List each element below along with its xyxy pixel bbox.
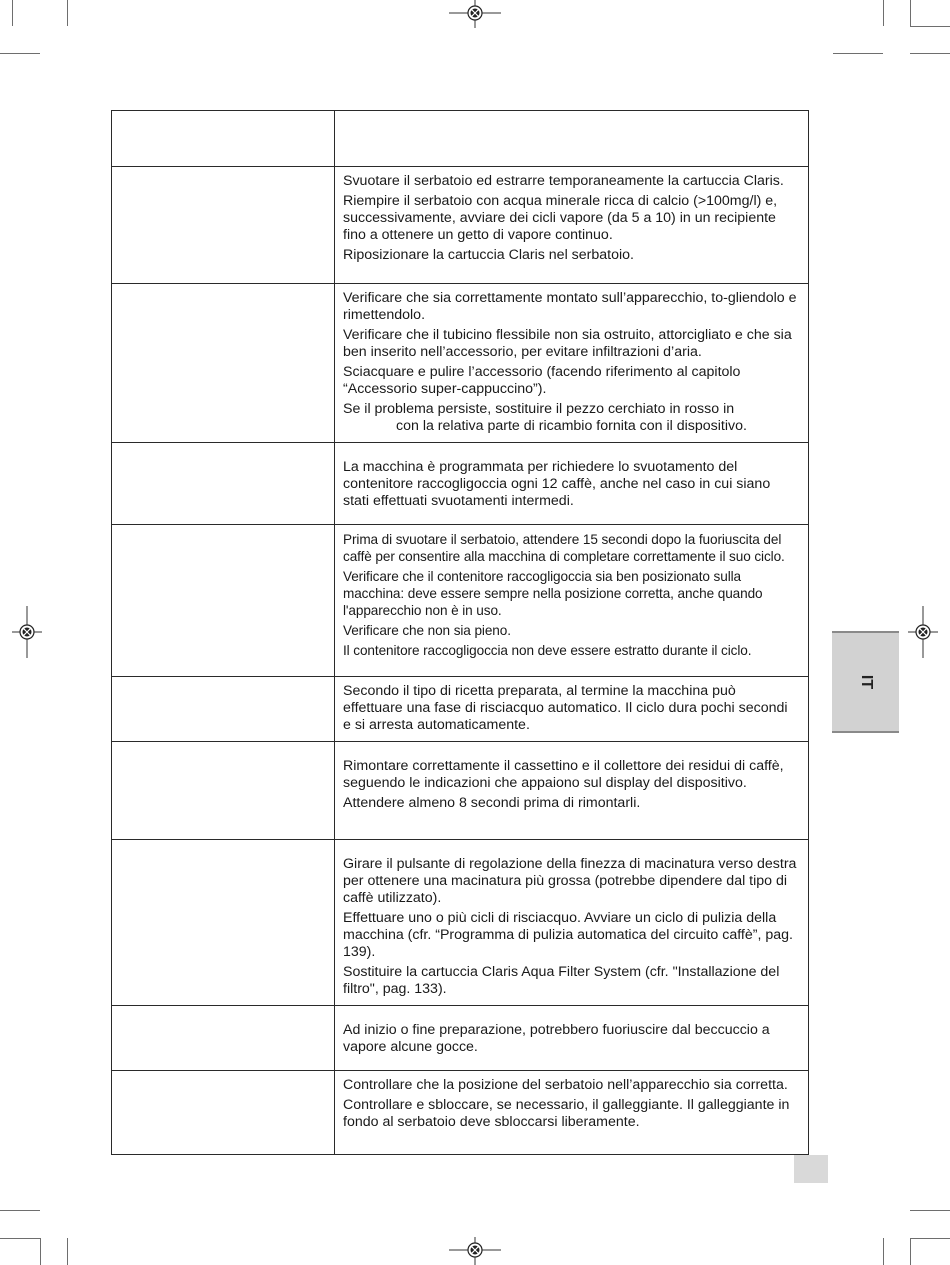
solution-cell (335, 677, 809, 742)
table-row (112, 840, 809, 1006)
solution-cell (335, 525, 809, 677)
problem-cell (112, 284, 335, 443)
paragraph: Controllare e sbloccare, se necessario, il galleggiante. Il galleggiante in fondo al serbatoio deve sbloccarsi liberamente. (343, 1097, 790, 1130)
crop-mark (910, 1238, 911, 1265)
solution-cell (335, 443, 809, 525)
paragraph: Riempire il serbatoio con acqua minerale ricca di calcio (>100mg/l) e, successivamente, avviare dei cicli vapore (da 5 a 10) in un recipiente fino a ottenere un getto di vapore continuo. (343, 193, 778, 243)
solution-cell (335, 1071, 809, 1155)
paragraph: Ad inizio o fine preparazione, potrebbero fuoriuscire dal beccuccio a vapore alcune gocce. (343, 1022, 770, 1055)
paragraph: Verificare che sia correttamente montato sull’apparecchio, to-gliendolo e rimettendolo. (343, 290, 797, 323)
problem-cell (112, 1006, 335, 1071)
problem-cell (112, 525, 335, 677)
spacer (343, 846, 798, 856)
registration-mark-icon (449, 1237, 501, 1265)
crop-mark (910, 0, 911, 26)
table-row (112, 525, 809, 677)
paragraph: con la relativa parte di ricambio fornita con il dispositivo. (396, 418, 747, 434)
crop-mark (833, 53, 883, 54)
paragraph: Verificare che non sia pieno. (343, 623, 511, 638)
paragraph: Svuotare il serbatoio ed estrarre temporaneamente la cartuccia Claris. (343, 173, 784, 189)
table-row (112, 1071, 809, 1155)
paragraph: Sciacquare e pulire l’accessorio (facendo riferimento al capitolo “Accessorio super-cappuccino”). (343, 364, 741, 397)
paragraph: Controllare che la posizione del serbatoio nell’apparecchio sia corretta. (343, 1077, 788, 1093)
crop-mark (883, 1238, 884, 1265)
paragraph: Verificare che il contenitore raccogligoccia sia ben posizionato sulla macchina: deve essere sempre nella posizione corretta, anche quando l'apparecchio non è in uso. (343, 569, 763, 618)
paragraph: Girare il pulsante di regolazione della finezza di macinatura verso destra per ottenere una macinatura più grossa (potrebbe dipendere dal tipo di caffè utilizzato). (343, 856, 797, 906)
paragraph: Verificare che il tubicino flessibile non sia ostruito, attorcigliato e che sia ben inserito nell’accessorio, per evitare infiltrazioni d’aria. (343, 327, 792, 360)
registration-mark-icon (908, 606, 938, 658)
problem-cell (112, 167, 335, 284)
language-tab-label: IT (857, 674, 875, 690)
registration-mark-icon (449, 0, 501, 28)
solution-cell (335, 1006, 809, 1071)
table-row (112, 284, 809, 443)
crop-mark (67, 0, 68, 26)
solution-cell (335, 167, 809, 284)
table-row (112, 1006, 809, 1071)
page-number-box (794, 1155, 828, 1183)
troubleshooting-table (111, 110, 809, 1155)
problem-cell (112, 677, 335, 742)
spacer (343, 748, 798, 758)
problem-cell (112, 742, 335, 840)
paragraph: Riposizionare la cartuccia Claris nel serbatoio. (343, 247, 634, 263)
problem-cell (112, 1071, 335, 1155)
crop-mark (40, 1238, 41, 1265)
table-row (112, 167, 809, 284)
crop-mark (0, 53, 40, 54)
crop-mark (0, 1238, 40, 1239)
table-row (112, 742, 809, 840)
crop-mark (12, 0, 13, 26)
paragraph: Effettuare uno o più cicli di risciacquo. Avviare un ciclo di pulizia della macchina (cfr. “Programma di pulizia automatica del circuito caffè”, pag. 139). (343, 910, 793, 960)
paragraph: Secondo il tipo di ricetta preparata, al termine la macchina può effettuare una fase di risciacquo automatico. Il ciclo dura pochi secondi e si arresta automaticamente. (343, 683, 788, 733)
crop-mark (910, 1210, 950, 1211)
paragraph: Rimontare correttamente il cassettino e il collettore dei residui di caffè, seguendo le indicazioni che appaiono sul display del dispositivo. (343, 758, 784, 791)
language-tab (832, 631, 899, 733)
table-row (112, 111, 809, 167)
spacer (343, 449, 798, 459)
registration-mark-icon (12, 606, 42, 658)
table-row (112, 677, 809, 742)
solution-cell (335, 742, 809, 840)
solution-cell (335, 840, 809, 1006)
solution-cell (335, 284, 809, 443)
table-row (112, 443, 809, 525)
problem-cell (112, 840, 335, 1006)
crop-mark (910, 26, 950, 27)
paragraph: Sostituire la cartuccia Claris Aqua Filter System (cfr. "Installazione del filtro", pag. 133). (343, 964, 780, 997)
crop-mark (883, 0, 884, 26)
spacer (343, 1012, 798, 1022)
paragraph: Il contenitore raccogligoccia non deve essere estratto durante il ciclo. (343, 643, 752, 658)
paragraph: Attendere almeno 8 secondi prima di rimontarli. (343, 795, 641, 811)
problem-cell (112, 111, 335, 167)
crop-mark (910, 53, 950, 54)
crop-mark (910, 1238, 950, 1239)
paragraph: Prima di svuotare il serbatoio, attendere 15 secondi dopo la fuoriuscita del caffè per consentire alla macchina di completare correttamente il suo ciclo. (343, 532, 785, 564)
crop-mark (0, 1210, 40, 1211)
solution-cell (335, 111, 809, 167)
crop-mark (67, 1238, 68, 1265)
paragraph: La macchina è programmata per richiedere lo svuotamento del contenitore raccogligoccia ogni 12 caffè, anche nel caso in cui siano stati effettuati svuotamenti intermedi. (343, 459, 771, 509)
problem-cell (112, 443, 335, 525)
paragraph: Se il problema persiste, sostituire il pezzo cerchiato in rosso in (343, 401, 735, 417)
